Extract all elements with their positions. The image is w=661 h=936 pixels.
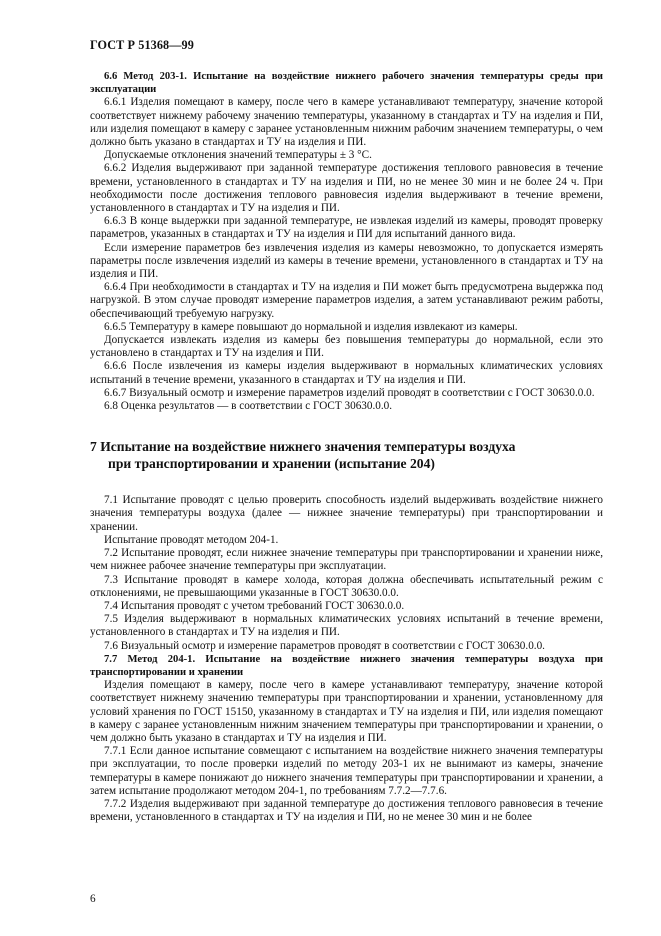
clause-7-1-method: Испытание проводят методом 204-1. (104, 533, 279, 546)
clause-6-6-5: 6.6.5 Температуру в камере повышают до нормальной и изделия извлекают из камеры. (104, 320, 518, 333)
clause-6-6-1: 6.6.1 Изделия помещают в камеру, после чего в камере устанавливают температуру, значение которой соответствует нижнему рабочему значению температуры, указанному в стандартах и ТУ на изделия и ПИ, или изделия помещают в камеру с заранее установленным нижним рабочим значением температуры, о чем должно быть указано в стандартах и ТУ на изделия и ПИ. (90, 96, 603, 149)
clause-7-7-body: Изделия помещают в камеру, после чего в камере устанавливают температуру, значение которой соответствует нижнему значению температуры при транспортировании и хранении, установленному для условий хранения по ГОСТ 15150, указанному в стандартах и ТУ на изделия и ПИ, или изделия помещают в камеру с заранее установленным нижним значением температуры при транспортировании и хранении, о чем должно быть указано в стандартах и ТУ на изделия и ПИ. (90, 679, 603, 744)
page-number: 6 (90, 893, 96, 905)
clause-7-7-heading: 7.7 Метод 204-1. Испытание на воздействие нижнего значения температуры воздуха при транспортировании и хранении (90, 653, 603, 678)
section-7-title-line-2: при транспортировании и хранении (испытание 204) (108, 455, 435, 471)
section-7-body (90, 494, 603, 824)
clause-7-5: 7.5 Изделия выдерживают в нормальных климатических условиях испытаний в течение времени, установленного в стандартах и ТУ на изделия и ПИ. (90, 613, 603, 639)
clause-6-6-1-tolerance: Допускаемые отклонения значений температуры ± 3 °С. (104, 149, 372, 162)
clause-6-6-heading: 6.6 Метод 203-1. Испытание на воздействие нижнего рабочего значения температуры среды при эксплуатации (90, 71, 603, 96)
clause-7-7-2: 7.7.2 Изделия выдерживают при заданной температуре до достижения теплового равновесия в течение времени, установленного в стандартах и ТУ на изделия и ПИ, но не менее 30 мин и не более (90, 797, 603, 824)
clause-6-6-7: 6.6.7 Визуальный осмотр и измерение параметров изделий проводят в соответствии с ГОСТ 30630.0.0. (104, 386, 595, 399)
section-7-title-line-1: 7 Испытание на воздействие нижнего значения температуры воздуха (90, 439, 516, 455)
section-7-title (90, 439, 603, 472)
clause-7-3: 7.3 Испытание проводят в камере холода, которая должна обеспечивать испытательный режим с отклонениями, не превышающими указанные в ГОСТ 30630.0.0. (90, 573, 603, 599)
clause-7-4: 7.4 Испытания проводят с учетом требований ГОСТ 30630.0.0. (104, 599, 405, 612)
clause-6-6-2: 6.6.2 Изделия выдерживают при заданной температуре достижения теплового равновесия в течение времени, установленного в стандартах и ТУ на изделия и ПИ, но не менее 30 мин и не более 24 ч. При необходимости после достижения теплового равновесия изделия выдерживают в течение времени, установленного в стандартах и ТУ на изделия и ПИ. (90, 162, 603, 215)
clause-6-6-3-note: Если измерение параметров без извлечения изделия из камеры невозможно, то допускается измерять параметры после извлечения изделий из камеры в течение времени, установленного в стандартах и ТУ на изделия и ПИ. (90, 241, 603, 281)
clause-6-8: 6.8 Оценка результатов — в соответствии с ГОСТ 30630.0.0. (104, 400, 393, 413)
clause-7-7-1: 7.7.1 Если данное испытание совмещают с испытанием на воздействие нижнего значения температуры при эксплуатации, то после проверки изделий по методу 203-1 их не вынимают из камеры, значение температуры в камере понижают до нижнего значения температуры при транспортировании и хранении, а затем испытание продолжают методом 204-1, по требованиям 7.7.2—7.7.6. (90, 745, 603, 797)
clause-7-1: 7.1 Испытание проводят с целью проверить способность изделий выдерживать воздействие нижнего значения температуры воздуха (далее — нижнее значение температуры) при транспортировании и хранении. (90, 494, 603, 533)
clause-7-2: 7.2 Испытание проводят, если нижнее значение температуры при транспортировании и хранении ниже, чем нижнее рабочее значение температуры при эксплуатации. (90, 547, 603, 573)
clause-6-6-6: 6.6.6 После извлечения из камеры изделия выдерживают в нормальных климатических условиях испытаний в течение времени, указанного в стандартах и ТУ на изделия и ПИ. (90, 360, 603, 386)
clause-6-6-5-note: Допускается извлекать изделия из камеры без повышения температуры до нормальной, если это установлено в стандартах и ТУ на изделия и ПИ. (90, 334, 603, 360)
section-6-body (90, 70, 603, 413)
clause-6-6-3: 6.6.3 В конце выдержки при заданной температуре, не извлекая изделий из камеры, проводят проверку параметров, указанных в стандартах и ТУ на изделия и ПИ для испытаний данного вида. (90, 215, 603, 241)
document-header: ГОСТ Р 51368—99 (90, 38, 194, 52)
clause-6-6-4: 6.6.4 При необходимости в стандартах и ТУ на изделия и ПИ может быть предусмотрена выдержка под нагрузкой. В этом случае проводят измерение параметров изделия, а затем устанавливают режим работы, обеспечивающий требуемую нагрузку. (90, 281, 603, 320)
clause-7-6: 7.6 Визуальный осмотр и измерение параметров проводят в соответствии с ГОСТ 30630.0.0. (104, 639, 545, 652)
